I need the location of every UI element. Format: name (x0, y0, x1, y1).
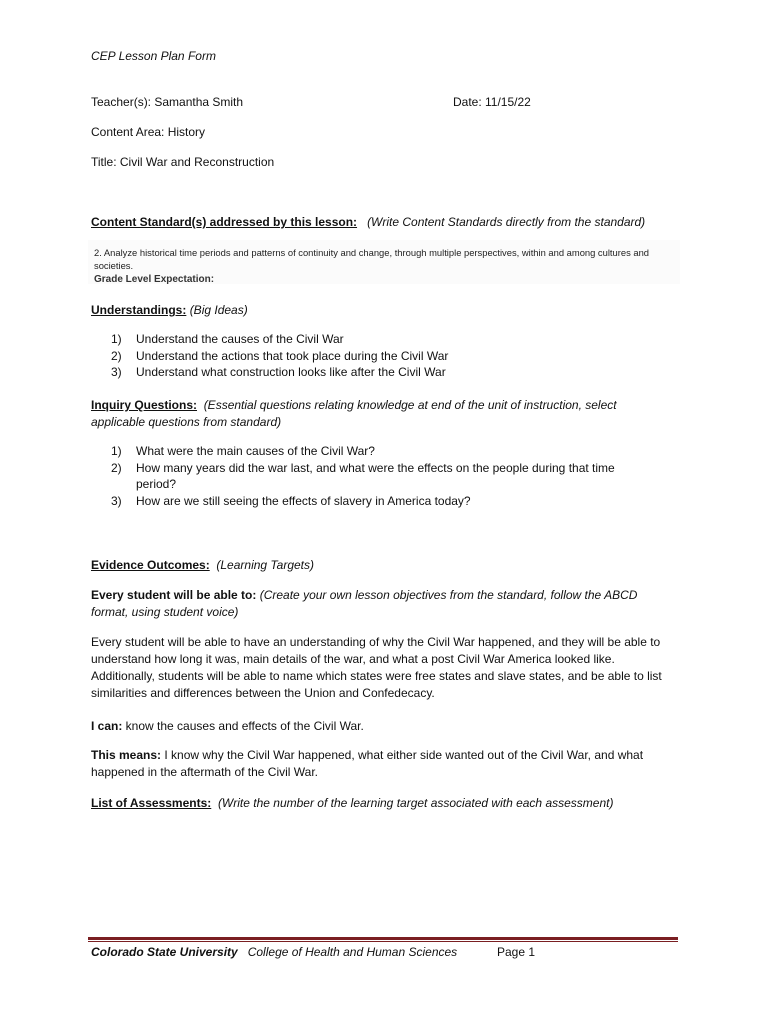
list-text: How are we still seeing the effects of slavery in America today? (136, 493, 471, 508)
date-field: Date: 11/15/22 (453, 95, 531, 109)
evidence-note: (Learning Targets) (216, 558, 315, 572)
inquiry-list (91, 443, 651, 509)
footer-university: Colorado State University (91, 945, 238, 959)
list-number: 1) (111, 444, 122, 458)
footer-institution (91, 944, 457, 960)
this-means-text: I know why the Civil War happened, what either side wanted out of the Civil War, and what happened in the aftermath of the Civil War. (91, 748, 644, 779)
understandings-heading-label: Understandings: (91, 303, 187, 317)
standards-note: (Write Content Standards directly from the standard) (367, 215, 646, 229)
standard-cut-text: Grade Level Expectation: (94, 274, 215, 284)
every-student-note: (Create your own lesson objectives from the standard, follow the ABCD format, using student voice) (91, 588, 638, 619)
teacher-field: Teacher(s): Samantha Smith (91, 95, 244, 109)
list-item (91, 443, 651, 460)
every-student-heading (91, 587, 651, 621)
objective-paragraph: Every student will be able to have an understanding of why the Civil War happened, and they will be able to understand how long it was, main details of the war, and what a post Civil War America looked like. Additionally, students will be able to name which states were free states and slave states, and be able to list similarities and differences between the Union and Confedecacy. (91, 635, 662, 700)
standards-heading-label: Content Standard(s) addressed by this lesson: (91, 215, 358, 229)
list-text: Understand the actions that took place during the Civil War (136, 348, 449, 363)
assessments-heading (91, 795, 613, 811)
footer-page-number: Page 1 (497, 945, 536, 959)
assessments-heading-label: List of Assessments: (91, 796, 212, 810)
footer-rule (88, 937, 678, 940)
i-can-statement (91, 718, 364, 734)
footer-college: College of Health and Human Sciences (247, 945, 458, 959)
this-means-statement (91, 747, 671, 781)
list-item (91, 364, 651, 381)
list-text: How many years did the war last, and what were the effects on the people during that time period? (136, 460, 615, 491)
i-can-text: know the causes and effects of the Civil War. (122, 719, 364, 733)
title-field: Title: Civil War and Reconstruction (91, 155, 275, 169)
list-number: 2) (111, 460, 122, 475)
form-title: CEP Lesson Plan Form (91, 49, 216, 63)
list-text: What were the main causes of the Civil War? (136, 444, 375, 458)
list-text: Understand what construction looks like after the Civil War (136, 365, 446, 379)
inquiry-heading (91, 397, 651, 431)
inquiry-note: (Essential questions relating knowledge at end of the unit of instruction, select applicable questions from standard) (91, 398, 617, 429)
list-item (91, 493, 651, 510)
list-text: Understand the causes of the Civil War (136, 332, 344, 346)
list-number: 1) (111, 332, 122, 346)
list-item (91, 348, 651, 365)
i-can-label: I can: (91, 719, 123, 733)
standards-heading (91, 214, 645, 230)
list-number: 3) (111, 365, 122, 379)
inquiry-heading-label: Inquiry Questions: (91, 398, 198, 412)
footer-rule-thin (88, 941, 678, 942)
standard-excerpt (88, 240, 680, 284)
evidence-heading (91, 557, 314, 573)
list-item (91, 331, 651, 348)
assessments-note: (Write the number of the learning target associated with each assessment) (217, 796, 614, 810)
evidence-heading-label: Evidence Outcomes: (91, 558, 210, 572)
content-area-field: Content Area: History (91, 125, 206, 139)
list-item (91, 460, 651, 493)
understandings-note: (Big Ideas) (189, 303, 248, 317)
standard-text: 2. Analyze historical time periods and patterns of continuity and change, through multiple perspectives, within and among cultures and societies. (94, 247, 650, 271)
understandings-list (91, 331, 651, 381)
this-means-label: This means: (91, 748, 162, 762)
understandings-heading (91, 302, 248, 318)
list-number: 2) (111, 348, 122, 363)
list-number: 3) (111, 493, 122, 508)
every-student-label: Every student will be able to: (91, 588, 257, 602)
